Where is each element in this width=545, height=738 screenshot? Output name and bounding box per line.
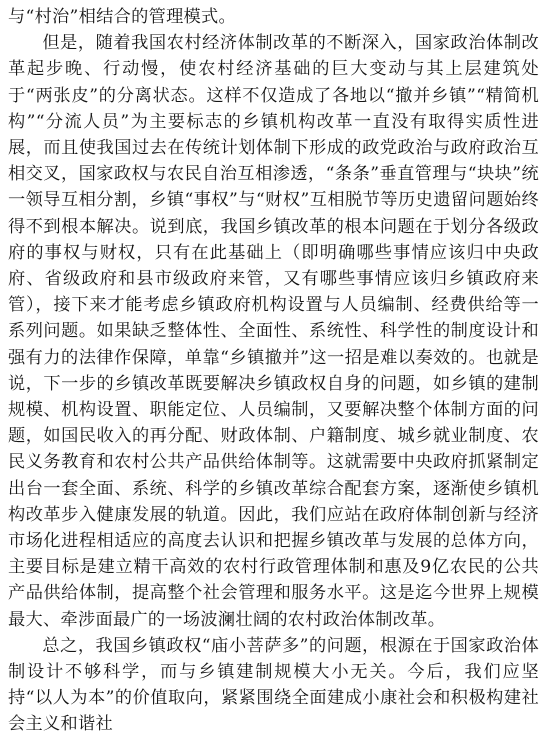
paragraph-conclusion: 总之，我国乡镇政权“庙小菩萨多”的问题，根源在于国家政治体制设计不够科学，而与乡镇建制规模大小无关。今后，我们应坚持“以人为本”的价值取向，紧紧围绕全面建成小康社会和积极构建社会主义和谐社 [8,635,539,735]
paragraph-continued: 与“村治”相结合的管理模式。 [8,7,237,27]
paragraph-reform-problems: 但是，随着我国农村经济体制改革的不断深入，国家政治体制改革起步晚、行动慢，使农村经济基础的巨大变动与其上层建筑处于“两张皮”的分离状态。这样不仅造成了各地以“撤并乡镇”“精简机构”“分流人员”为主要标志的乡镇机构改革一直没有取得实质性进展，而且使我国过去在传统计划体制下形成的政党政治与政府政治互相交叉，国家政权与农民自治互相渗透，“条条”垂直管理与“块块”统一领导互相分割，乡镇“事权”与“财权”互相脱节等历史遗留问题始终得不到根本解决。说到底，我国乡镇改革的根本问题在于划分各级政府的事权与财权，只有在此基础上（即明确哪些事情应该归中央政府、省级政府和县市级政府来管，又有哪些事情应该归乡镇政府来管），接下来才能考虑乡镇政府机构设置与人员编制、经费供给等一系列问题。如果缺乏整体性、全面性、系统性、科学性的制度设计和强有力的法律作保障，单靠“乡镇撤并”这一招是难以奏效的。也就是说，下一步的乡镇改革既要解决乡镇政权自身的问题，如乡镇的建制规模、机构设置、职能定位、人员编制，又要解决整个体制方面的问题，如国民收入的再分配、财政体制、户籍制度、城乡就业制度、农民义务教育和农村公共产品供给体制等。这就需要中央政府抓紧制定出台一套全面、系统、科学的乡镇改革综合配套方案，逐渐使乡镇机构改革步入健康发展的轨道。因此，我们应站在政府体制创新与经济市场化进程相适应的高度去认识和把握乡镇改革与发展的总体方向，主要目标是建立精干高效的农村行政管理体制和惠及9亿农民的公共产品供给体制，提高整个社会管理和服务水平。这是迄今世界上规模最大、牵涉面最广的一场波澜壮阔的农村政治体制改革。 [8,33,539,630]
